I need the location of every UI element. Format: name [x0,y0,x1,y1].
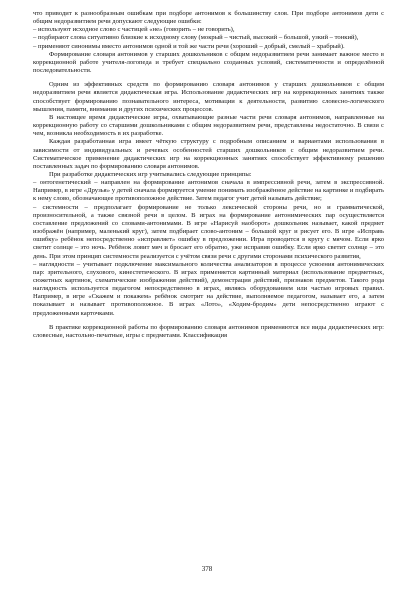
list-item-error-1: – используют исходное слово с частицей «не» (говорить – не говорить), [33,26,235,34]
paragraph-principles-intro: При разработке дидактических игр учитывались следующие принципы: [49,170,252,178]
paragraph-didactic-game: Одним из эффективных средств по формированию словаря антонимов у старших дошкольников с общим недоразвитием речи является дидактическая игра. Использование дидактических игр на коррекционных занятиях также способствует формированию познавательного интереса, мотивации к деятельности, развитию словесно-логического мышления, памяти, внимания и других психических процессов. [33,81,384,113]
paragraph-vocabulary-formation: Формирование словаря антонимов у старших дошкольников с общим недоразвитием речи занимает важное место в коррекционной работе учителя-логопеда и требует специально созданных условий, систематичности и определённой последовательности. [33,50,384,75]
paragraph-practice: В практике коррекционной работы по формированию словаря антонимов применяются все виды дидактических игр: словесные, настольно-печатные, игры с предметами. Классификация [33,323,384,339]
list-item-error-2: – подбирают слова ситуативно близкие к исходному слову (мокрый – чистый, высокий – большой, узкий – тонкий), [33,34,359,42]
paragraph-current-state: В настоящее время дидактические игры, охватывающие разные части речи словаря антонимов, направленные на коррекционную работу со старшими дошкольниками с общим недоразвитием речи, представлены недостаточно. В связи с чем, возникла необходимость в их разработке. [33,113,384,138]
list-item-ontogenetic: – онтогенетический – направлен на формирование антонимов сначала в импрессивной речи, затем в экспрессивной. Например, в игре «Друзья» у детей сначала формируется умение понимать изображённое действие на картинке и подбирать к нему слово, обозначающее противоположное действие. Затем педагог учит детей называть действие; [33,179,384,203]
list-item-error-3: – применяют синонимы вместо антонимов одной и той же части речи (хороший – добрый, смелый – храбрый). [33,42,345,50]
paragraph-continuation: что приводит к разнообразным ошибкам при подборе антонимов к большинству слов. При подборе антонимов дети с общим недоразвитием речи допускают следующие ошибки: [33,10,384,26]
paragraph-game-structure: Каждая разработанная игра имеет чёткую структуру с подробным описанием и вариантами использования в зависимости от индивидуальных и речевых особенностей старших дошкольников с общим недоразвитием речи. Систематическое применение дидактических игр на коррекционных занятиях способствует эффективному решению поставленных задач по формированию словаря антонимов. [33,138,384,170]
page-number: 378 [201,565,213,573]
document-body [33,10,384,340]
list-item-visual: – наглядности – учитывает подключение максимального количества анализаторов в процессе усвоения антонимических пар: зрительного, слухового, кинестетического. В играх применяется картинный материал (использование предметных, сюжетных картинок, схематические изображения действий), демонстрация действий, признаков предметов. Такого рода наглядность используется педагогом непосредственно в играх, являясь оборудованием или частью игровых правил. Например, в игре «Скажем и покажем» ребёнок смотрит на действие, выполняемое педагогом, называет его, а затем показывает и называет противоположное. В играх «Лото», «Ходим-бродим» дети непосредственно играют с предложенными карточками. [33,260,384,317]
list-item-systemic: – системности – предполагает формирование не только лексической стороны речи, но и грамматической, произносительной, а также связной речи в целом. В играх на формирование антонимических пар осуществляется составление предложений со словами-антонимами. В игре «Нарисуй наоборот» дошкольник называет, какой предмет изображён (например, маленький круг), затем подбирает слово-антоним – большой круг и рисует его. В игре «Исправь ошибку» ребёнок непосредственно «исправляет» ошибку в предложении. Игра проводится в кругу с мячом. Если ярко светит солнце – это ночь. Ребёнок ловит мяч и бросает его обратно, уже исправив ошибку. Если ярко светит солнце – это день. При этом принцип системности реализуется с учётом связи речи с другими сторонами психического развития, [33,203,384,260]
